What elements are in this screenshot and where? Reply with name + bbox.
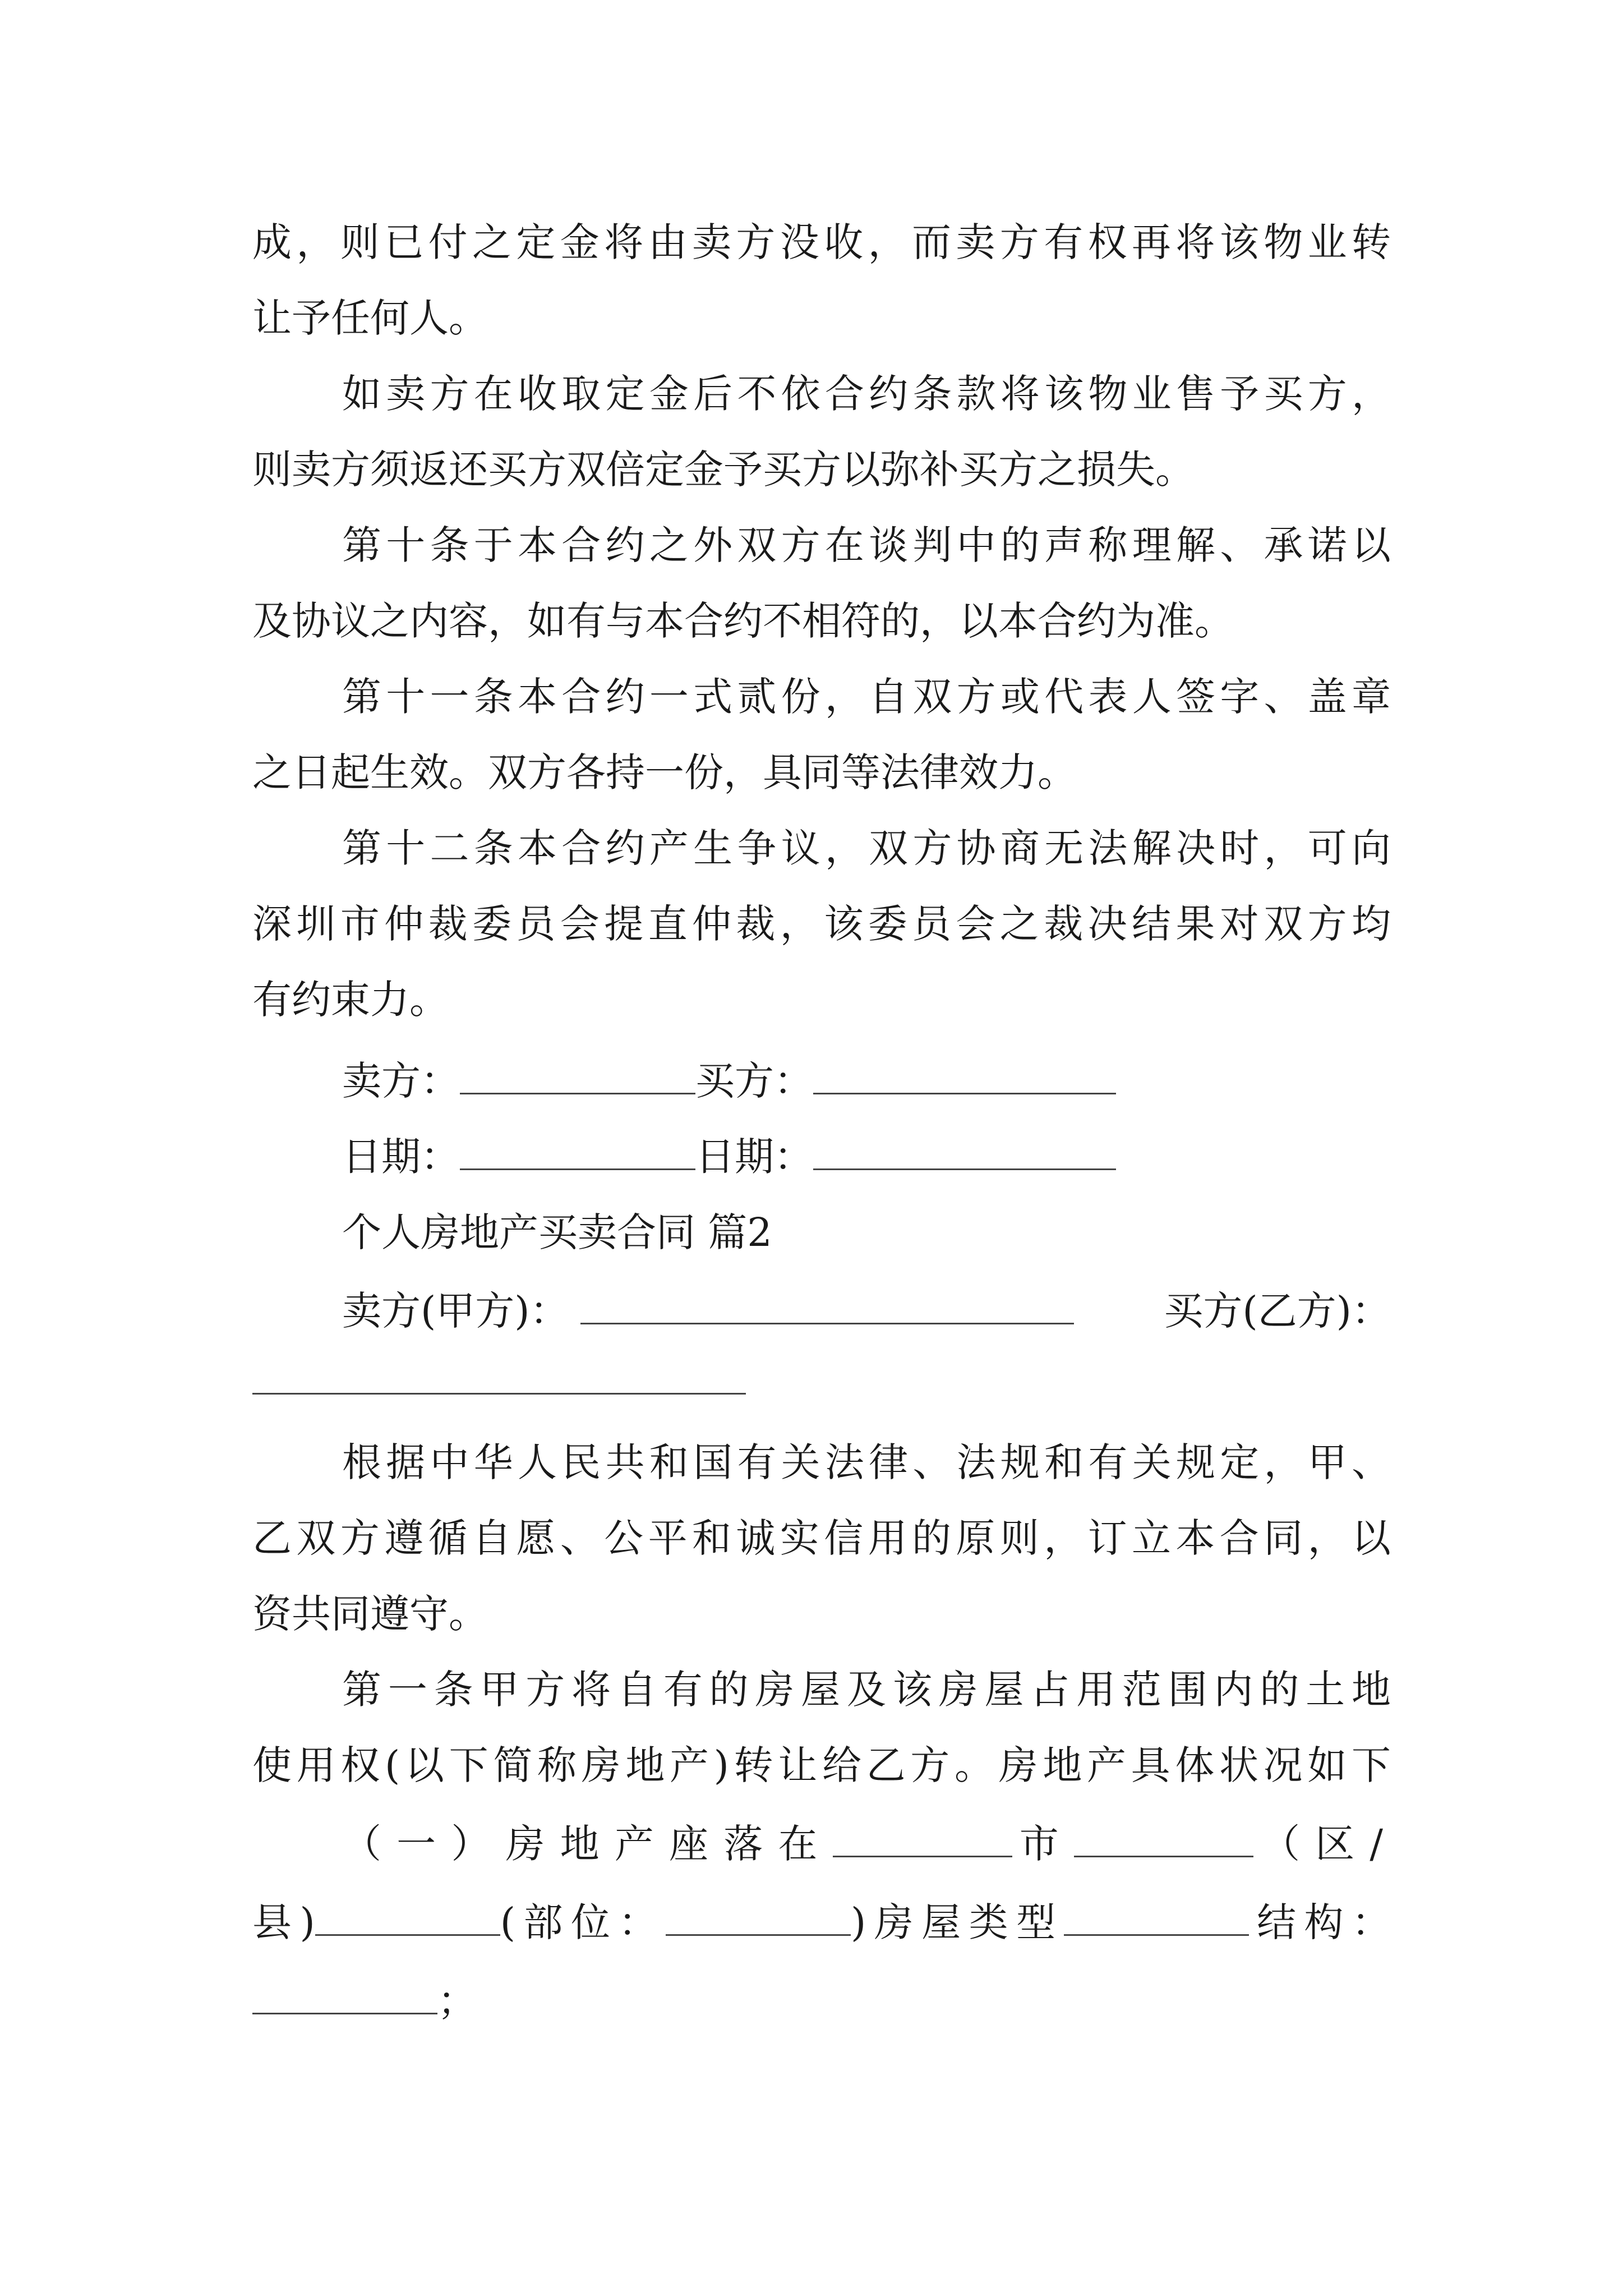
- body-line: 如卖方在收取定金后不依合约条款将该物业售予买方，: [342, 371, 1391, 417]
- district-label: （区/: [1253, 1821, 1391, 1867]
- body-line: 第十二条本合约产生争议，双方协商无法解决时，可向: [342, 825, 1391, 871]
- body-line: 乙双方遵循自愿、公平和诚实信用的原则，订立本合同，以: [252, 1515, 1391, 1561]
- body-line: 根据中华人民共和国有关法律、法规和有关规定，甲、: [342, 1439, 1391, 1485]
- party-buyer-label: 买方(乙方)：: [1164, 1288, 1391, 1334]
- item-end: ；: [437, 1978, 477, 2024]
- body-line: 第十条于本合约之外双方在谈判中的声称理解、承诺以: [342, 522, 1391, 568]
- structure-blank: [252, 1979, 437, 2014]
- buyer-date-blank: [813, 1135, 1116, 1170]
- location-blank: [666, 1901, 851, 1936]
- parties-row: [342, 1280, 1391, 1342]
- section-title: 个人房地产买卖合同 篇2: [342, 1209, 772, 1255]
- district-blank: [1074, 1822, 1253, 1857]
- house-type-label: )房屋类型: [850, 1899, 1064, 1945]
- party-seller-label: 卖方(甲方)：: [342, 1288, 569, 1334]
- structure-label: 结构：: [1248, 1899, 1391, 1945]
- city-blank: [833, 1822, 1012, 1857]
- body-line: 第一条甲方将自有的房屋及该房屋占用范围内的土地: [342, 1667, 1391, 1713]
- body-line: 让予任何人。: [252, 295, 488, 341]
- house-type-blank: [1064, 1901, 1249, 1936]
- body-line: 及协议之内容，如有与本合约不相符的，以本合约为准。: [252, 598, 1234, 644]
- buyer-label: 买方：: [695, 1058, 813, 1104]
- seller-blank: [460, 1059, 695, 1094]
- body-line: 之日起生效。双方各持一份，具同等法律效力。: [252, 749, 1077, 795]
- item-line: [252, 1970, 477, 2032]
- party-buyer-blank: [252, 1393, 746, 1395]
- buyer-date-label: 日期：: [695, 1134, 813, 1180]
- body-line: 使用权(以下简称房地产)转让给乙方。房地产具体状况如下: [252, 1742, 1391, 1788]
- seller-date-blank: [460, 1135, 695, 1170]
- location-label: (部位：: [500, 1899, 666, 1945]
- county-label: 县): [252, 1899, 315, 1945]
- county-blank: [315, 1901, 500, 1936]
- item-prefix: （一）房地产座落在: [342, 1821, 833, 1867]
- body-line: 第十一条本合约一式贰份，自双方或代表人签字、盖章: [342, 674, 1391, 720]
- item-line: [342, 1813, 1391, 1875]
- party-seller-blank: [580, 1289, 1074, 1324]
- body-line: 则卖方须返还买方双倍定金予买方以弥补买方之损失。: [252, 447, 1195, 493]
- signature-row-parties: [342, 1050, 1116, 1112]
- seller-date-label: 日期：: [342, 1134, 460, 1180]
- seller-label: 卖方：: [342, 1058, 460, 1104]
- body-line: 有约束力。: [252, 977, 449, 1023]
- signature-row-dates: [342, 1126, 1116, 1188]
- item-line: [252, 1892, 1391, 1953]
- body-line: 成，则已付之定金将由卖方没收，而卖方有权再将该物业转: [252, 219, 1391, 265]
- buyer-blank: [813, 1059, 1116, 1094]
- city-label: 市: [1012, 1821, 1074, 1867]
- body-line: 深圳市仲裁委员会提直仲裁，该委员会之裁决结果对双方均: [252, 901, 1391, 947]
- body-line: 资共同遵守。: [252, 1591, 488, 1637]
